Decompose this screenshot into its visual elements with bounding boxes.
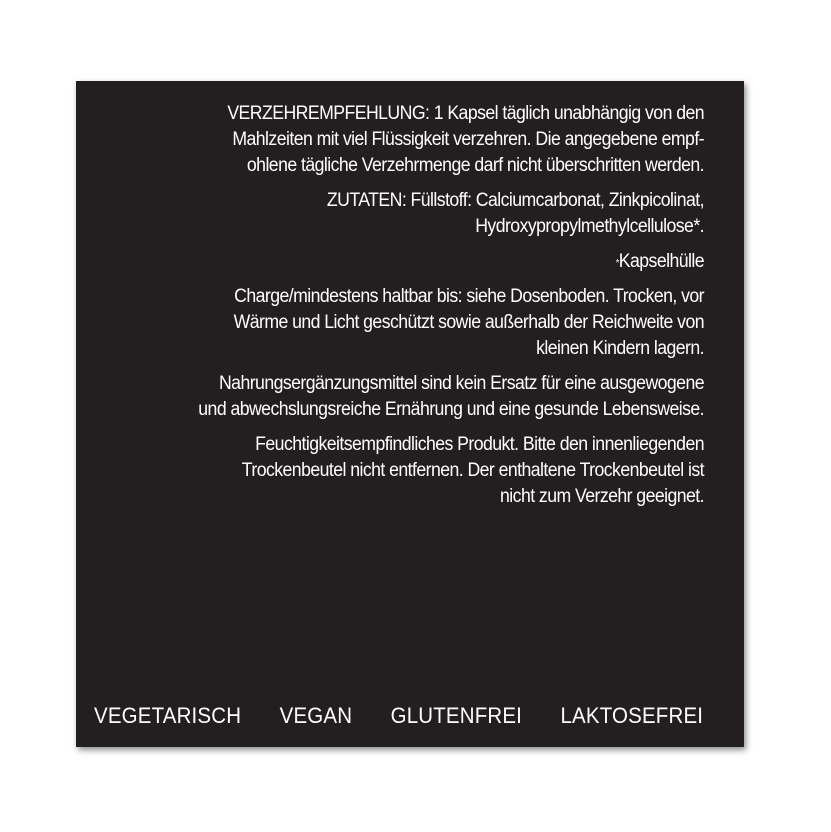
- moisture-notice: [118, 432, 704, 510]
- ingredients-line: Hydroxypropylmethylcellulose*.: [475, 216, 704, 237]
- moisture-notice-line: nicht zum Verzehr geeignet.: [500, 486, 704, 507]
- badge-vegetarian: VEGETARISCH: [94, 703, 242, 728]
- product-label-panel: [76, 81, 744, 747]
- badge-gluten-free: GLUTENFREI: [390, 703, 523, 728]
- intake-recommendation: [118, 101, 704, 179]
- footnote: [118, 249, 704, 275]
- footnote-text: Kapselhülle: [618, 251, 704, 272]
- supplement-notice: [118, 371, 704, 423]
- moisture-notice-line: Trockenbeutel nicht entfernen. Der enthaltene Trockenbeutel ist: [241, 460, 704, 481]
- storage-line: Charge/mindestens haltbar bis: siehe Dosenboden. Trocken, vor: [234, 286, 704, 307]
- storage-line: Wärme und Licht geschützt sowie außerhalb der Reichweite von: [233, 312, 704, 333]
- supplement-notice-line: und abwechslungsreiche Ernährung und eine gesunde Lebensweise.: [198, 399, 704, 420]
- ingredients-line: ZUTATEN: Füllstoff: Calciumcarbonat, Zinkpicolinat,: [326, 190, 704, 211]
- intake-line: VERZEHREMPFEHLUNG: 1 Kapsel täglich unabhängig von den: [227, 103, 704, 124]
- storage-line: kleinen Kindern lagern.: [536, 338, 704, 359]
- ingredients: [118, 188, 704, 240]
- footnote-line: [118, 249, 704, 275]
- intake-line: Mahlzeiten mit viel Flüssigkeit verzehren. Die angegebene empf-: [232, 129, 704, 150]
- diet-badges: [94, 703, 703, 729]
- storage-instructions: [118, 284, 704, 362]
- label-text-block: [118, 101, 704, 519]
- badge-vegan: VEGAN: [279, 703, 353, 728]
- supplement-notice-line: Nahrungsergänzungsmittel sind kein Ersatz für eine ausgewogene: [218, 373, 704, 394]
- badge-lactose-free: LAKTOSEFREI: [560, 703, 704, 728]
- intake-line: ohlene tägliche Verzehrmenge darf nicht überschritten werden.: [246, 155, 705, 176]
- footnote-marker: *: [615, 258, 619, 269]
- moisture-notice-line: Feuchtigkeitsempfindliches Produkt. Bitte den innenliegenden: [255, 434, 704, 455]
